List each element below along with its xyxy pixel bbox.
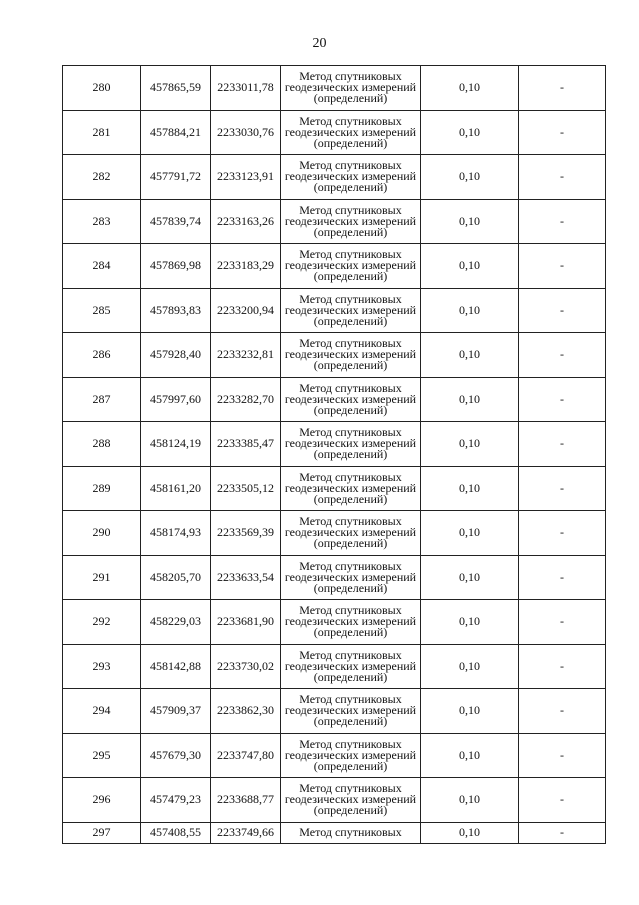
description-cell: - [519,377,606,422]
method-cell [281,288,421,333]
method-cell [281,644,421,689]
method-line: (определений) [313,402,388,417]
point-number-cell: 284 [63,244,141,289]
x-coordinate-cell: 457909,37 [141,689,211,734]
y-coordinate-cell: 2233633,54 [211,555,281,600]
accuracy-cell: 0,10 [421,778,519,823]
method-line: Метод спутниковых [299,158,402,173]
method-line: Метод спутниковых [299,380,402,395]
method-line: (определений) [313,91,388,106]
description-cell: - [519,778,606,823]
point-number-cell: 288 [63,422,141,467]
y-coordinate-cell: 2233505,12 [211,466,281,511]
table-row [63,555,606,600]
description-cell: - [519,422,606,467]
description-cell: - [519,822,606,843]
method-cell [281,689,421,734]
y-coordinate-cell: 2233730,02 [211,644,281,689]
description-cell: - [519,199,606,244]
x-coordinate-cell: 457884,21 [141,110,211,155]
x-coordinate-cell: 458174,93 [141,511,211,556]
method-cell [281,778,421,823]
table-row [63,244,606,289]
table-row [63,155,606,200]
x-coordinate-cell: 458205,70 [141,555,211,600]
method-cell [281,555,421,600]
table-row [63,377,606,422]
method-line: геодезических измерений [284,747,417,762]
y-coordinate-cell: 2233030,76 [211,110,281,155]
method-line: (определений) [313,580,388,595]
x-coordinate-cell: 457839,74 [141,199,211,244]
y-coordinate-cell: 2233681,90 [211,600,281,645]
method-line: (определений) [313,491,388,506]
y-coordinate-cell: 2233749,66 [211,822,281,843]
method-line: (определений) [313,536,388,551]
accuracy-cell: 0,10 [421,110,519,155]
method-line: геодезических измерений [284,436,417,451]
method-cell [281,600,421,645]
method-cell [281,333,421,378]
y-coordinate-cell: 2233011,78 [211,66,281,111]
accuracy-cell: 0,10 [421,333,519,378]
description-cell: - [519,155,606,200]
method-line: Метод спутниковых [299,781,402,796]
method-cell [281,155,421,200]
method-line: (определений) [313,758,388,773]
y-coordinate-cell: 2233163,26 [211,199,281,244]
description-cell: - [519,288,606,333]
method-cell [281,199,421,244]
x-coordinate-cell: 458124,19 [141,422,211,467]
method-line: геодезических измерений [284,302,417,317]
point-number-cell: 292 [63,600,141,645]
method-line: геодезических измерений [284,391,417,406]
accuracy-cell: 0,10 [421,199,519,244]
table-row [63,511,606,556]
description-cell: - [519,66,606,111]
method-line: Метод спутниковых [299,825,402,839]
description-cell: - [519,511,606,556]
table-row [63,199,606,244]
method-line: Метод спутниковых [299,291,402,306]
point-number-cell: 296 [63,778,141,823]
method-line: (определений) [313,714,388,729]
point-number-cell: 291 [63,555,141,600]
method-cell [281,110,421,155]
method-line: (определений) [313,447,388,462]
method-line: (определений) [313,803,388,818]
accuracy-cell: 0,10 [421,244,519,289]
point-number-cell: 286 [63,333,141,378]
x-coordinate-cell: 457869,98 [141,244,211,289]
description-cell: - [519,733,606,778]
description-cell: - [519,333,606,378]
accuracy-cell: 0,10 [421,422,519,467]
description-cell: - [519,466,606,511]
method-line: геодезических измерений [284,658,417,673]
table-row [63,66,606,111]
method-line: геодезических измерений [284,258,417,273]
y-coordinate-cell: 2233282,70 [211,377,281,422]
accuracy-cell: 0,10 [421,733,519,778]
table-row [63,733,606,778]
point-number-cell: 280 [63,66,141,111]
table-row [63,110,606,155]
method-line: (определений) [313,625,388,640]
y-coordinate-cell: 2233688,77 [211,778,281,823]
table-body [63,66,606,844]
table-row [63,822,606,843]
point-number-cell: 289 [63,466,141,511]
y-coordinate-cell: 2233747,80 [211,733,281,778]
accuracy-cell: 0,10 [421,600,519,645]
x-coordinate-cell: 458161,20 [141,466,211,511]
x-coordinate-cell: 457893,83 [141,288,211,333]
y-coordinate-cell: 2233200,94 [211,288,281,333]
y-coordinate-cell: 2233862,30 [211,689,281,734]
method-line: Метод спутниковых [299,202,402,217]
method-line: геодезических измерений [284,703,417,718]
method-cell [281,822,421,843]
method-line: (определений) [313,269,388,284]
x-coordinate-cell: 458229,03 [141,600,211,645]
x-coordinate-cell: 457997,60 [141,377,211,422]
description-cell: - [519,555,606,600]
x-coordinate-cell: 457928,40 [141,333,211,378]
method-line: геодезических измерений [284,792,417,807]
method-line: (определений) [313,669,388,684]
method-line: геодезических измерений [284,614,417,629]
description-cell: - [519,244,606,289]
method-line: Метод спутниковых [299,113,402,128]
method-cell [281,466,421,511]
method-line: Метод спутниковых [299,603,402,618]
method-cell [281,377,421,422]
point-number-cell: 290 [63,511,141,556]
method-line: Метод спутниковых [299,247,402,262]
method-line: Метод спутниковых [299,558,402,573]
method-cell [281,511,421,556]
description-cell: - [519,689,606,734]
method-line: (определений) [313,135,388,150]
accuracy-cell: 0,10 [421,555,519,600]
method-line: геодезических измерений [284,213,417,228]
point-number-cell: 282 [63,155,141,200]
method-line: геодезических измерений [284,569,417,584]
method-cell [281,244,421,289]
method-line: геодезических измерений [284,169,417,184]
method-line: геодезических измерений [284,80,417,95]
point-number-cell: 293 [63,644,141,689]
method-line: геодезических измерений [284,525,417,540]
method-cell [281,66,421,111]
method-line: Метод спутниковых [299,692,402,707]
point-number-cell: 294 [63,689,141,734]
table-row [63,333,606,378]
description-cell: - [519,600,606,645]
table-row [63,288,606,333]
method-line: (определений) [313,224,388,239]
table-row [63,778,606,823]
method-line: Метод спутниковых [299,647,402,662]
accuracy-cell: 0,10 [421,155,519,200]
point-number-cell: 297 [63,822,141,843]
y-coordinate-cell: 2233385,47 [211,422,281,467]
point-number-cell: 287 [63,377,141,422]
y-coordinate-cell: 2233123,91 [211,155,281,200]
accuracy-cell: 0,10 [421,466,519,511]
table-row [63,422,606,467]
x-coordinate-cell: 457791,72 [141,155,211,200]
page-number: 20 [312,36,327,51]
accuracy-cell: 0,10 [421,644,519,689]
method-line: Метод спутниковых [299,69,402,84]
method-line: геодезических измерений [284,480,417,495]
method-line: Метод спутниковых [299,469,402,484]
accuracy-cell: 0,10 [421,689,519,734]
y-coordinate-cell: 2233232,81 [211,333,281,378]
method-line: геодезических измерений [284,124,417,139]
method-line: Метод спутниковых [299,336,402,351]
method-line: Метод спутниковых [299,425,402,440]
point-number-cell: 283 [63,199,141,244]
point-number-cell: 285 [63,288,141,333]
accuracy-cell: 0,10 [421,288,519,333]
method-cell [281,422,421,467]
y-coordinate-cell: 2233183,29 [211,244,281,289]
accuracy-cell: 0,10 [421,822,519,843]
method-line: Метод спутниковых [299,736,402,751]
accuracy-cell: 0,10 [421,377,519,422]
description-cell: - [519,110,606,155]
y-coordinate-cell: 2233569,39 [211,511,281,556]
point-number-cell: 295 [63,733,141,778]
table-row [63,466,606,511]
method-line: Метод спутниковых [299,514,402,529]
x-coordinate-cell: 457479,23 [141,778,211,823]
x-coordinate-cell: 457679,30 [141,733,211,778]
table-row [63,600,606,645]
point-number-cell: 281 [63,110,141,155]
accuracy-cell: 0,10 [421,511,519,556]
x-coordinate-cell: 457408,55 [141,822,211,843]
method-line: геодезических измерений [284,347,417,362]
method-line: (определений) [313,358,388,373]
table-row [63,689,606,734]
method-cell [281,733,421,778]
description-cell: - [519,644,606,689]
method-line: (определений) [313,180,388,195]
x-coordinate-cell: 458142,88 [141,644,211,689]
coordinates-table [62,65,606,844]
table-row [63,644,606,689]
method-line: (определений) [313,313,388,328]
x-coordinate-cell: 457865,59 [141,66,211,111]
accuracy-cell: 0,10 [421,66,519,111]
